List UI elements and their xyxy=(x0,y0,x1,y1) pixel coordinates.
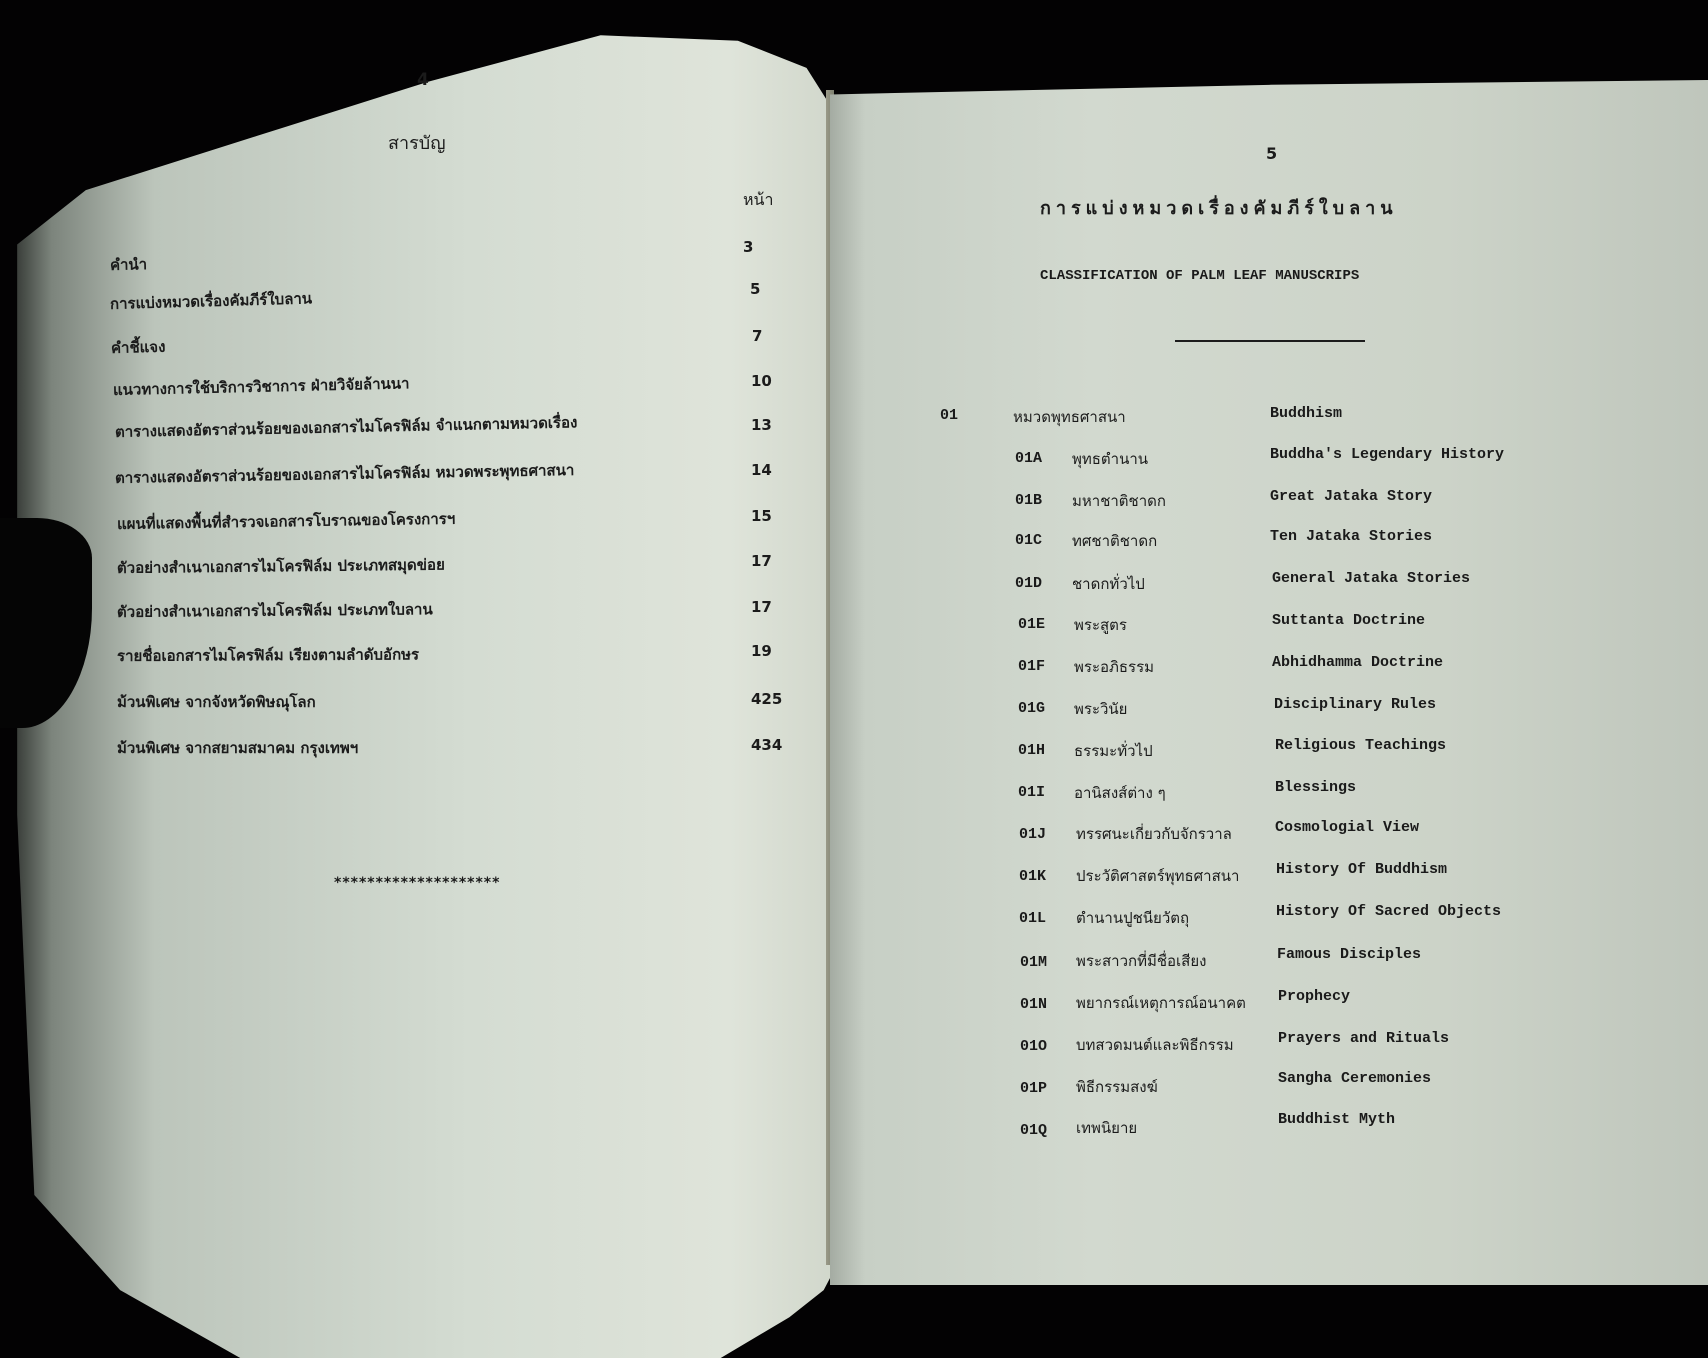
toc-item-label: การแบ่งหมวดเรื่องคัมภีร์ใบลาน xyxy=(109,289,313,313)
subcategory-thai: พระสูตร xyxy=(1074,616,1127,634)
title-underline xyxy=(1175,340,1365,342)
toc-item-label: ตัวอย่างสำเนาเอกสารไมโครฟิล์ม ประเภทใบลาน xyxy=(116,600,433,621)
subcategory-code: 01K xyxy=(1019,868,1047,885)
toc-item-label: แผนที่แสดงพื้นที่สำรวจเอกสารโบราณของโครงการฯ xyxy=(116,509,456,533)
toc-item-page: 17 xyxy=(751,552,772,570)
subcategory-thai: ทรรศนะเกี่ยวกับจักรวาล xyxy=(1076,825,1232,843)
subcategory-thai: ทศชาติชาดก xyxy=(1072,532,1158,550)
toc-item-page: 3 xyxy=(743,238,754,256)
subcategory-code: 01I xyxy=(1018,784,1046,801)
toc-title: สารบัญ xyxy=(388,133,446,154)
page-number-right: 5 xyxy=(1266,144,1278,163)
right-page xyxy=(830,80,1708,1285)
subcategory-english: History Of Buddhism xyxy=(1276,861,1448,878)
subcategory-english: History Of Sacred Objects xyxy=(1276,903,1502,920)
subcategory-thai: เทพนิยาย xyxy=(1076,1119,1138,1137)
subcategory-english: Buddhist Myth xyxy=(1278,1111,1396,1128)
subcategory-code: 01Q xyxy=(1020,1122,1048,1139)
toc-item-page: 15 xyxy=(751,507,772,525)
subcategory-code: 01B xyxy=(1015,492,1043,509)
toc-item-page: 10 xyxy=(751,372,772,390)
toc-item-label: คำนำ xyxy=(109,255,148,274)
subcategory-thai: บทสวดมนต์และพิธีกรรม xyxy=(1076,1036,1234,1054)
subcategory-code: 01C xyxy=(1015,532,1043,549)
subcategory-code: 01A xyxy=(1015,450,1043,467)
subcategory-english: Sangha Ceremonies xyxy=(1278,1070,1432,1087)
subcategory-thai: อานิสงส์ต่าง ๆ xyxy=(1074,784,1166,802)
subcategory-code: 01F xyxy=(1018,658,1046,675)
toc-item-label: ตารางแสดงอัตราส่วนร้อยของเอกสารไมโครฟิล์ม จำแนกตามหมวดเรื่อง xyxy=(114,413,578,441)
subcategory-thai: พระวินัย xyxy=(1074,700,1128,718)
toc-item-label: รายชื่อเอกสารไมโครฟิล์ม เรียงตามลำดับอักษร xyxy=(116,645,420,665)
subcategory-thai: พิธีกรรมสงฆ์ xyxy=(1076,1078,1158,1096)
page-number-left: 4 xyxy=(417,70,429,90)
subcategory-english: Blessings xyxy=(1275,779,1357,796)
subcategory-thai: ประวัติศาสตร์พุทธศาสนา xyxy=(1076,867,1240,885)
category-code: 01 xyxy=(940,407,959,424)
subcategory-english: Religious Teachings xyxy=(1275,737,1447,754)
toc-item-page: 434 xyxy=(751,736,783,754)
subcategory-thai: พระสาวกที่มีชื่อเสียง xyxy=(1076,952,1207,970)
toc-item-label: แนวทางการใช้บริการวิชาการ ฝ่ายวิจัยล้านนา xyxy=(112,374,410,399)
subcategory-english: Ten Jataka Stories xyxy=(1270,528,1433,545)
category-thai: หมวดพุทธศาสนา xyxy=(1013,408,1126,426)
toc-item-page: 13 xyxy=(751,416,772,434)
end-marker: ******************** xyxy=(334,875,501,891)
subcategory-code: 01M xyxy=(1020,954,1048,971)
subcategory-thai: พยากรณ์เหตุการณ์อนาคต xyxy=(1076,994,1246,1012)
toc-item-page: 425 xyxy=(751,690,783,708)
toc-item-page: 14 xyxy=(751,461,772,479)
toc-item-page: 7 xyxy=(752,327,763,345)
category-english: Buddhism xyxy=(1270,405,1343,422)
toc-item-label: ม้วนพิเศษ จากจังหวัดพิษณุโลก xyxy=(117,693,316,711)
subcategory-english: Prophecy xyxy=(1278,988,1351,1005)
subcategory-code: 01N xyxy=(1020,996,1048,1013)
subcategory-thai: พระอภิธรรม xyxy=(1074,658,1155,676)
classification-title-thai: การแบ่งหมวดเรื่องคัมภีร์ใบลาน xyxy=(1040,198,1398,219)
subcategory-english: General Jataka Stories xyxy=(1272,570,1471,587)
subcategory-thai: มหาชาติชาดก xyxy=(1072,492,1166,510)
subcategory-code: 01E xyxy=(1018,616,1046,633)
subcategory-code: 01D xyxy=(1015,575,1043,592)
classification-title-english: CLASSIFICATION OF PALM LEAF MANUSCRIPS xyxy=(1040,268,1360,284)
subcategory-code: 01J xyxy=(1019,826,1047,843)
toc-item-label: ตัวอย่างสำเนาเอกสารไมโครฟิล์ม ประเภทสมุดข่อย xyxy=(116,555,445,577)
page-column-header: หน้า xyxy=(743,190,774,209)
subcategory-english: Cosmologial View xyxy=(1275,819,1420,836)
subcategory-english: Great Jataka Story xyxy=(1270,488,1433,505)
subcategory-code: 01H xyxy=(1018,742,1046,759)
subcategory-english: Buddha's Legendary History xyxy=(1270,446,1505,463)
subcategory-english: Suttanta Doctrine xyxy=(1272,612,1426,629)
subcategory-english: Abhidhamma Doctrine xyxy=(1272,654,1444,671)
subcategory-thai: ธรรมะทั่วไป xyxy=(1074,742,1153,760)
subcategory-thai: ชาดกทั่วไป xyxy=(1072,575,1145,593)
toc-item-label: ตารางแสดงอัตราส่วนร้อยของเอกสารไมโครฟิล์ม หมวดพระพุทธศาสนา xyxy=(114,460,575,487)
toc-item-label: ม้วนพิเศษ จากสยามสมาคม กรุงเทพฯ xyxy=(117,739,359,757)
subcategory-english: Famous Disciples xyxy=(1277,946,1422,963)
subcategory-code: 01G xyxy=(1018,700,1046,717)
subcategory-english: Disciplinary Rules xyxy=(1274,696,1437,713)
toc-item-page: 17 xyxy=(751,598,772,616)
toc-item-label: คำชี้แจง xyxy=(110,337,166,357)
subcategory-code: 01L xyxy=(1019,910,1047,927)
subcategory-code: 01O xyxy=(1020,1038,1048,1055)
subcategory-english: Prayers and Rituals xyxy=(1278,1030,1450,1047)
subcategory-code: 01P xyxy=(1020,1080,1048,1097)
toc-item-page: 19 xyxy=(751,642,772,660)
subcategory-thai: พุทธตำนาน xyxy=(1072,450,1149,468)
toc-item-page: 5 xyxy=(750,280,761,298)
subcategory-thai: ตำนานปูชนียวัตถุ xyxy=(1076,909,1190,927)
